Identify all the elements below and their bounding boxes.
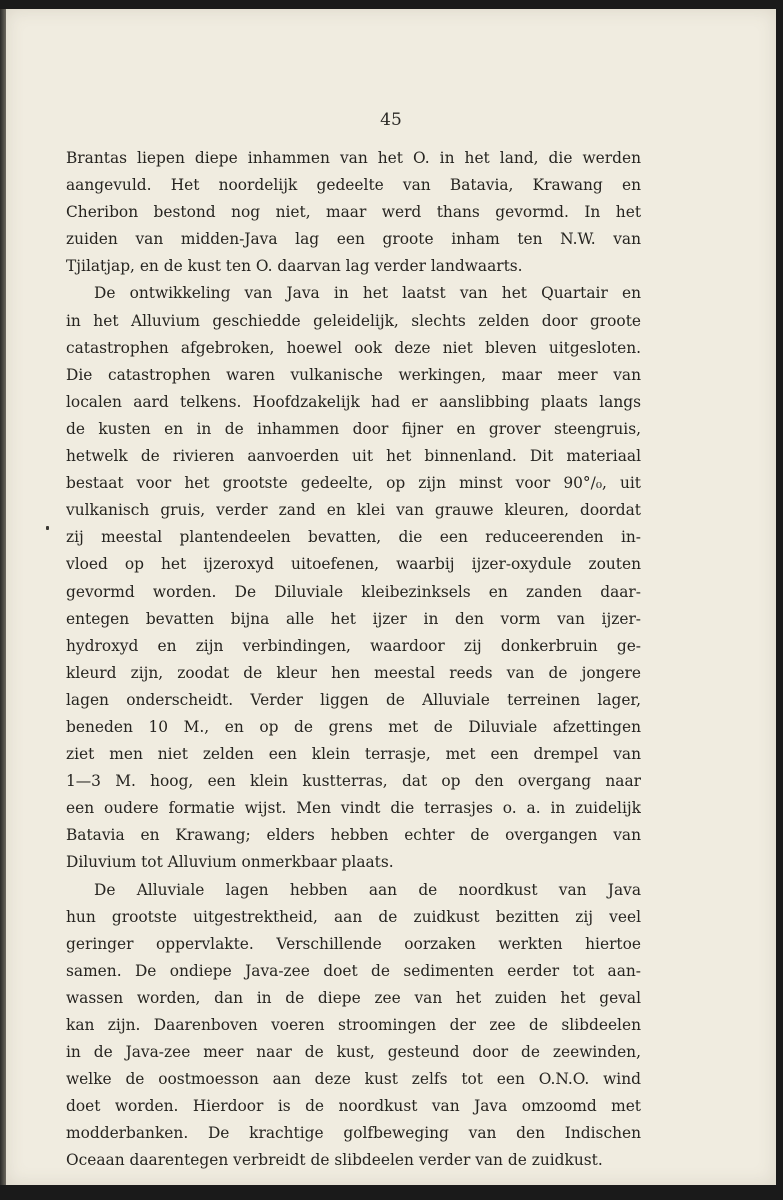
text-line: aangevuld. Het noordelijk gedeelte van Batavia, Krawang en	[66, 176, 641, 195]
text-line: Die catastrophen waren vulkanische werkingen, maar meer van	[66, 365, 641, 384]
text-line: lagen onderscheidt. Verder liggen de Alluviale terreinen lager,	[66, 690, 641, 709]
text-line: samen. De ondiepe Java-zee doet de sedimenten eerder tot aan-	[66, 961, 641, 980]
text-line: Diluvium tot Alluvium onmerkbaar plaats.	[66, 853, 394, 872]
text-line: de kusten en in de inhammen door fijner en grover steengruis,	[66, 419, 641, 438]
text-line: hydroxyd en zijn verbindingen, waardoor zij donkerbruin ge-	[66, 636, 641, 655]
text-line: entegen bevatten bijna alle het ijzer in den vorm van ijzer-	[66, 609, 641, 628]
ink-speck	[46, 526, 49, 530]
text-line: Cheribon bestond nog niet, maar werd thans gevormd. In het	[66, 203, 641, 222]
body-text	[66, 145, 641, 1175]
text-line: vloed op het ijzeroxyd uitoefenen, waarbij ijzer-oxydule zouten	[66, 555, 641, 574]
page-number: 45	[380, 110, 402, 130]
text-line: hun grootste uitgestrektheid, aan de zuidkust bezitten zij veel	[66, 907, 641, 926]
text-line: kan zijn. Daarenboven voeren stroomingen der zee de slibdeelen	[66, 1016, 641, 1034]
text-line: in de Java-zee meer naar de kust, gesteund door de zeewinden,	[66, 1043, 641, 1062]
text-line: gevormd worden. De Diluviale kleibezinksels en zanden daar-	[66, 582, 641, 601]
book-page	[6, 9, 776, 1185]
text-line: De Alluviale lagen hebben aan de noordkust van Java	[94, 880, 641, 899]
text-line: bestaat voor het grootste gedeelte, op zijn minst voor 90°/₀, uit	[66, 474, 641, 493]
text-line: zuiden van midden-Java lag een groote inham ten N.W. van	[66, 230, 641, 249]
text-line: 1—3 M. hoog, een klein kustterras, dat op den overgang naar	[66, 772, 641, 791]
text-line: zij meestal plantendeelen bevatten, die een reduceerenden in-	[66, 528, 641, 547]
text-line: hetwelk de rivieren aanvoerden uit het binnenland. Dit materiaal	[66, 447, 641, 466]
text-line: een oudere formatie wijst. Men vindt die terrasjes o. a. in zuidelijk	[66, 799, 641, 818]
text-line: Batavia en Krawang; elders hebben echter de overgangen van	[66, 826, 641, 845]
text-line: doet worden. Hierdoor is de noordkust van Java omzoomd met	[66, 1097, 641, 1116]
text-line: catastrophen afgebroken, hoewel ook deze niet bleven uitgesloten.	[66, 338, 641, 357]
text-line: Oceaan daarentegen verbreidt de slibdeelen verder van de zuidkust.	[66, 1151, 603, 1170]
text-line: beneden 10 M., en op de grens met de Diluviale afzettingen	[66, 717, 641, 736]
text-line: geringer oppervlakte. Verschillende oorzaken werkten hiertoe	[66, 934, 641, 953]
text-line: wassen worden, dan in de diepe zee van het zuiden het geval	[66, 988, 641, 1007]
text-line: in het Alluvium geschiedde geleidelijk, slechts zelden door groote	[66, 311, 641, 330]
text-line: welke de oostmoesson aan deze kust zelfs tot een O.N.O. wind	[66, 1070, 641, 1089]
text-line: Brantas liepen diepe inhammen van het O. in het land, die werden	[66, 149, 641, 167]
text-line: kleurd zijn, zoodat de kleur hen meestal reeds van de jongere	[66, 663, 641, 682]
text-line: localen aard telkens. Hoofdzakelijk had er aanslibbing plaats langs	[66, 392, 641, 411]
text-line: ziet men niet zelden een klein terrasje, met een drempel van	[66, 745, 641, 764]
text-line: Tjilatjap, en de kust ten O. daarvan lag verder landwaarts.	[66, 257, 523, 276]
text-line: vulkanisch gruis, verder zand en klei van grauwe kleuren, doordat	[66, 501, 641, 520]
text-line: De ontwikkeling van Java in het laatst van het Quartair en	[94, 284, 641, 303]
text-line: modderbanken. De krachtige golfbeweging van den Indischen	[66, 1124, 641, 1143]
